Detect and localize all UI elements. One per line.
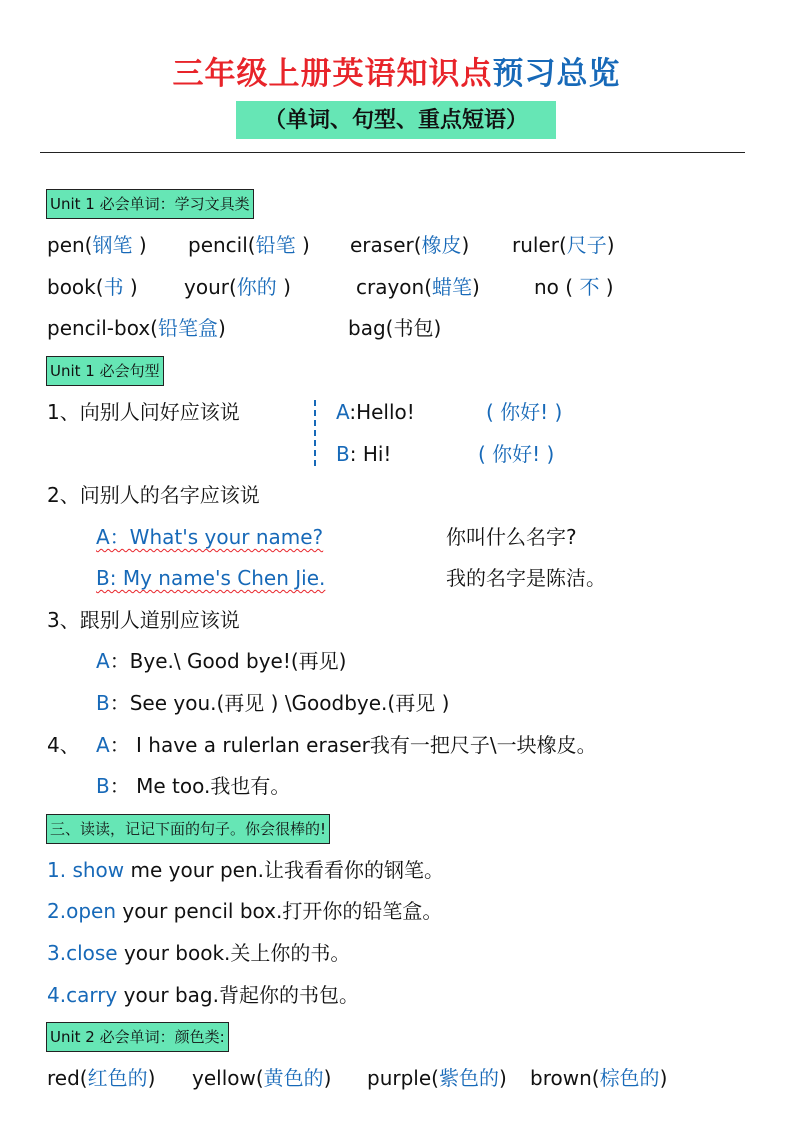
section-heading-unit1-words: Unit 1 必会单词：学习文具类 [46,189,254,219]
phrase-line: 3.close your book.关上你的书。 [47,941,351,965]
phrase-line: 1. show me your pen.让我看看你的钢笔。 [47,858,445,882]
title-divider [40,152,745,153]
dialogue-line: B: Hi! [336,442,392,466]
vocab-item: yellow(黄色的) [192,1066,332,1090]
dashed-divider [314,400,316,466]
question-label: 2、问别人的名字应该说 [47,483,260,507]
title-blue-part: 预习总览 [492,56,621,92]
vocab-item: crayon(蜡笔) [356,275,480,299]
dialogue-line: B: My name's Chen Jie. [96,566,326,590]
section-heading-unit2-words: Unit 2 必会单词：颜色类: [46,1022,229,1052]
vocab-item: eraser(橡皮) [350,233,470,257]
vocab-item: book(书 ) [47,275,138,299]
vocab-item: your(你的 ) [184,275,291,299]
dialogue-translation: ( 你好! ) [478,442,555,466]
dialogue-line: A：Bye.\ Good bye!(再见) [96,649,347,673]
dialogue-line: A： I have a rulerlan eraser我有一把尺子\一块橡皮。 [96,733,597,757]
phrase-line: 4.carry your bag.背起你的书包。 [47,983,359,1007]
vocab-item: no ( 不 ) [534,275,614,299]
dialogue-line: A:Hello! [336,400,415,424]
vocab-item: purple(紫色的) [367,1066,507,1090]
phrase-line: 2.open your pencil box.打开你的铅笔盒。 [47,899,443,923]
dialogue-translation: 我的名字是陈洁。 [446,566,606,590]
title-red-part: 三年级上册英语知识点 [172,56,493,92]
dialogue-line: A：What's your name? [96,525,324,549]
vocab-item: pencil(铅笔 ) [188,233,310,257]
dialogue-translation: ( 你好! ) [486,400,563,424]
section-heading-read-and-remember: 三、读读，记记下面的句子。你会很棒的! [46,814,330,844]
page-title [0,48,793,93]
question-number: 4、 [47,733,80,757]
dialogue-line: B： Me too.我也有。 [96,774,291,798]
dialogue-line: B：See you.(再见 ) \Goodbye.(再见 ) [96,691,450,715]
vocab-item: brown(棕色的) [530,1066,668,1090]
question-label: 3、跟别人道别应该说 [47,608,240,632]
vocab-item: pencil-box(铅笔盒) [47,316,226,340]
vocab-item: pen(钢笔 ) [47,233,147,257]
vocab-item: red(红色的) [47,1066,156,1090]
section-heading-unit1-sentences: Unit 1 必会句型 [46,356,164,386]
vocab-item: bag(书包) [348,316,442,340]
vocab-item: ruler(尺子) [512,233,615,257]
page-subtitle: （单词、句型、重点短语） [236,101,556,139]
dialogue-translation: 你叫什么名字? [446,525,577,549]
question-label: 1、向别人问好应该说 [47,400,240,424]
